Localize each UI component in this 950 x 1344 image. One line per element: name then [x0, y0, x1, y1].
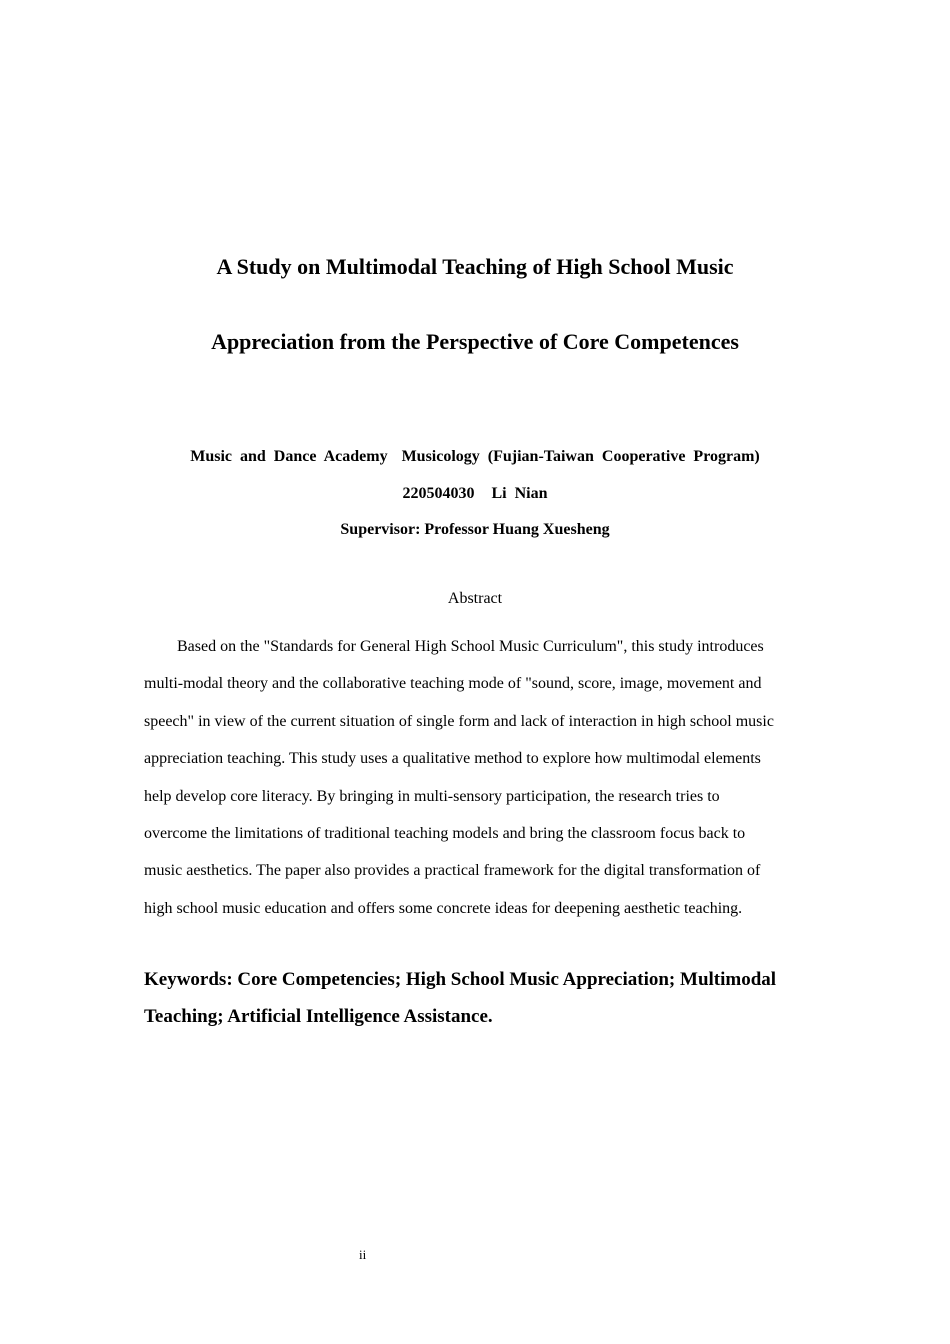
academy-name: Music and Dance Academy [190, 448, 388, 465]
student-line [0, 484, 950, 504]
abstract-line: speech" in view of the current situation of single form and lack of interaction in high school music [144, 712, 774, 730]
abstract-line: overcome the limitations of traditional teaching models and bring the classroom focus back to [144, 824, 746, 842]
academy-program-line [0, 447, 950, 467]
abstract-line: music aesthetics. The paper also provides a practical framework for the digital transformation of [144, 862, 761, 880]
student-id: 220504030 [402, 485, 475, 502]
abstract-line: high school music education and offers some concrete ideas for deepening aesthetic teaching. [144, 899, 743, 917]
title-line-1: A Study on Multimodal Teaching of High School Music [216, 254, 734, 279]
keywords-line: Keywords: Core Competencies; High School Music Appreciation; Multimodal [144, 969, 777, 990]
student-name: Li Nian [491, 485, 548, 502]
abstract-line: multi-modal theory and the collaborative teaching mode of "sound, score, image, movement and [144, 675, 762, 693]
title-line-2: Appreciation from the Perspective of Core Competences [211, 329, 739, 354]
supervisor-line: Supervisor: Professor Huang Xuesheng [340, 521, 610, 538]
keywords-block [144, 968, 808, 1042]
page-number: ii [359, 1247, 367, 1262]
keywords-line: Teaching; Artificial Intelligence Assistance. [144, 1006, 493, 1027]
abstract-line: appreciation teaching. This study uses a qualitative method to explore how multimodal elements [144, 750, 761, 768]
abstract-line: help develop core literacy. By bringing in multi-sensory participation, the research tries to [144, 787, 720, 805]
abstract-body [144, 637, 808, 936]
abstract-line: Based on the "Standards for General High School Music Curriculum", this study introduces [177, 638, 764, 655]
program-name: Musicology (Fujian-Taiwan Cooperative Program) [401, 448, 760, 465]
abstract-heading: Abstract [447, 590, 503, 607]
